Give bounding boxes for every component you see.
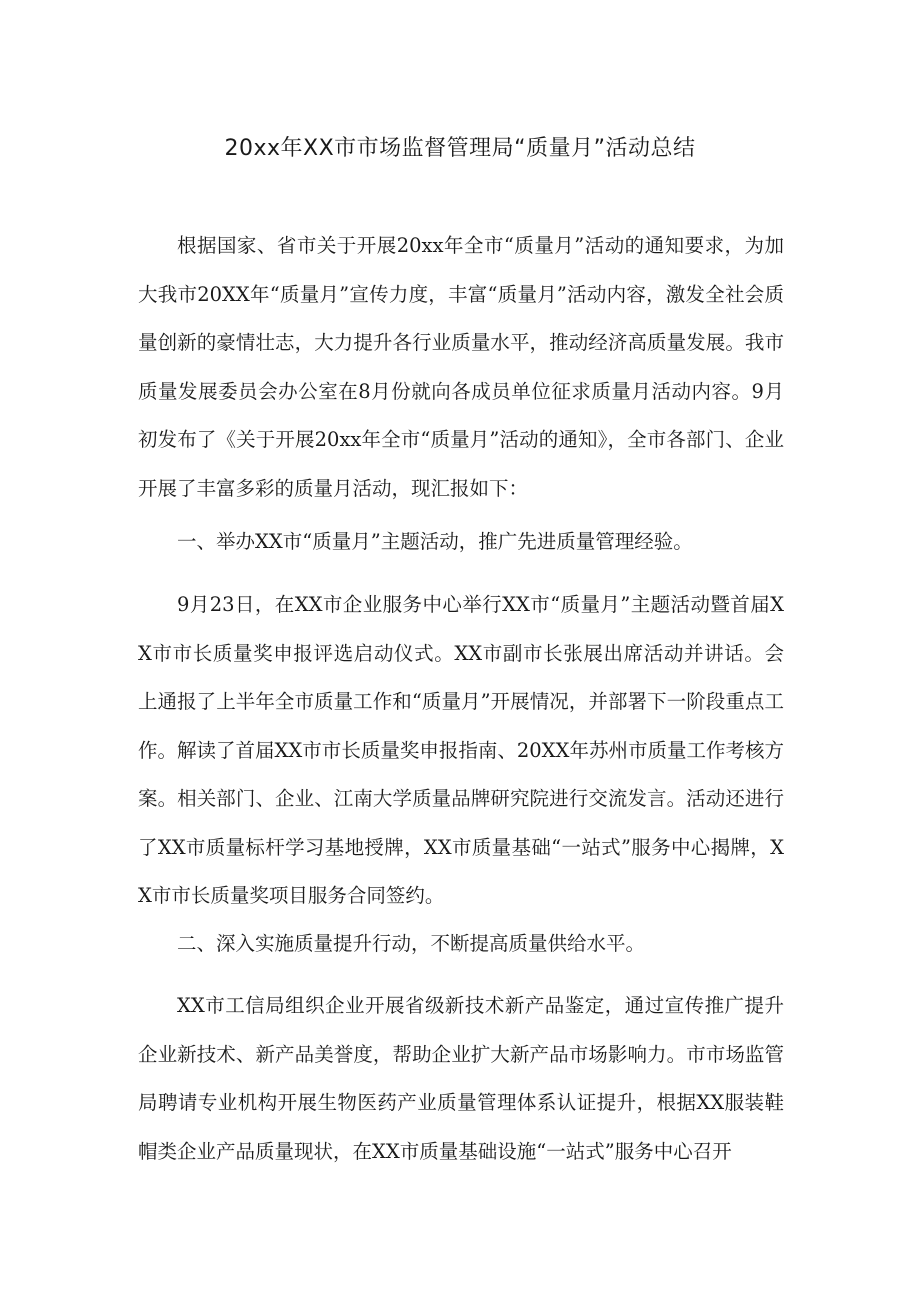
paragraph-section-1: 9月23日，在XX市企业服务中心举行XX市“质量月”主题活动暨首届XX市市长质量奖申报评选启动仪式。XX市副市长张展出席活动并讲话。会上通报了上半年全市质量工作和“质量月”开展情况，并部署下一阶段重点工作。解读了首届XX市市长质量奖申报指南、20XX年苏州市质量工作考核方案。相关部门、企业、江南大学质量品牌研究院进行交流发言。活动还进行了XX市质量标杆学习基地授牌，XX市质量基础“一站式”服务中心揭牌，XX市市长质量奖项目服务合同签约。: [138, 593, 784, 907]
paragraph-intro: 根据国家、省市关于开展20xx年全市“质量月”活动的通知要求，为加大我市20XX年“质量月”宣传力度，丰富“质量月”活动内容，激发全社会质量创新的豪情壮志，大力提升各行业质量水平，推动经济高质量发展。我市质量发展委员会办公室在8月份就向各成员单位征求质量月活动内容。9月初发布了《关于开展20xx年全市“质量月”活动的通知》，全市各部门、企业开展了丰富多彩的质量月活动，现汇报如下：: [138, 234, 784, 500]
document-title: 20xx年XX市市场监督管理局“质量月”活动总结: [224, 136, 696, 161]
section-heading-2: 二、深入实施质量提升行动，不断提高质量供给水平。: [177, 932, 646, 955]
paragraph-section-2: XX市工信局组织企业开展省级新技术新产品鉴定，通过宣传推广提升企业新技术、新产品美誉度，帮助企业扩大新产品市场影响力。市市场监管局聘请专业机构开展生物医药产业质量管理体系认证提升，根据XX服装鞋帽类企业产品质量现状，在XX市质量基础设施“一站式”服务中心召开: [138, 994, 784, 1163]
section-heading-1: 一、举办XX市“质量月”主题活动，推广先进质量管理经验。: [177, 530, 693, 553]
